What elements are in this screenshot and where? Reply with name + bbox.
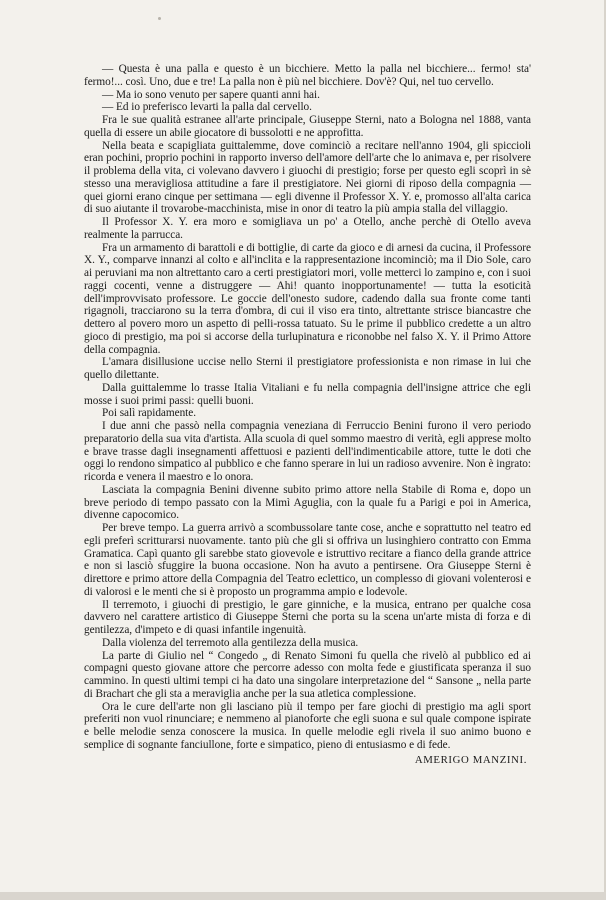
author-signature: AMERIGO MANZINI. bbox=[414, 753, 527, 766]
scan-speck bbox=[158, 17, 161, 20]
article-body bbox=[84, 63, 531, 766]
paragraph-9: Dalla guittalemme lo trasse Italia Vitaliani e fu nella compagnia dell'insigne attrice che egli mosse i suoi primi passi: quelli buoni. bbox=[84, 381, 531, 407]
paragraph-11: I due anni che passò nella compagnia veneziana di Ferruccio Benini furono il vero periodo preparatorio della sua vita d'artista. Alla scuola di quel sommo maestro di verità, egli apprese molto e brave trasse dagli insegnamenti affettuosi e pazienti dell'indimenticabile attore, tutte le doti che oggi lo rendono simpatico al pubblico e che fanno sperare in lui un radioso avvenire. Non è ingrato: ricorda e venera il maestro e lo onora. bbox=[84, 420, 531, 483]
paragraph-14: Il terremoto, i giuochi di prestigio, le gare ginniche, e la musica, entrano per qualche cosa davvero nel carattere artistico di Giuseppe Sterni che porta su la scena un'arte mista di forza e di gentilezza, d'impeto e di quasi infantile ingenuità. bbox=[84, 598, 531, 636]
paragraph-13: Per breve tempo. La guerra arrivò a scombussolare tante cose, anche e soprattutto nel teatro ed egli preferì scritturarsi nuovamente. tanto più che gli si offriva un lusinghiero contratto con Emma Gramatica. Capì quanto gli sarebbe stato giovevole e istruttivo recitare a fianco della grande attrice e non si lasciò sfuggire la buona occasione. Non ha avuto a pentirsene. Ora Giuseppe Sterni è direttore e primo attore della Compagnia del Teatro eclettico, un complesso di giovani volenterosi e di valorosi e le menti che si è proposto un programma ampio e lodevole. bbox=[84, 522, 531, 598]
paragraph-1: — Questa è una palla e questo è un bicchiere. Metto la palla nel bicchiere... fermo! sta' fermo!... così. Uno, due e tre! La palla non è più nel bicchiere. Dov'è? Qui, nel tuo cervello. bbox=[84, 63, 531, 88]
page-edge-bottom bbox=[0, 892, 606, 900]
paragraph-12: Lasciata la compagnia Benini divenne subito primo attore nella Stabile di Roma e, dopo un breve periodo di tempo passato con la Mimì Aguglia, con la quale fu a Parigi e poi in America, divenne capocomico. bbox=[84, 483, 531, 522]
paragraph-6: Il Professor X. Y. era moro e somigliava un po' a Otello, anche perchè di Otello aveva realmente la parrucca. bbox=[84, 216, 531, 241]
paragraph-10: Poi salì rapidamente. bbox=[102, 407, 197, 420]
paragraph-5: Nella beata e scapigliata guittalemme, dove cominciò a recitare nell'anno 1904, gli spiccioli eran pochini, proprio pochini in rapporto inverso dell'amore dell'arte che lo animava e, per risolvere il problema della vita, ci volevano davvero i giuochi di prestigio; forse per questo egli scoprì in sè stesso una meravigliosa attitudine a fare il prestigiatore. Nei giorni di riposo della compagnia — quei giorni erano cinque per settimana — egli divenne il Professor X. Y. e, promosso all'alta carica di suo aiutante il trovarobe-macchinista, mise in onor di teatro la più ampia stalla del villaggio. bbox=[84, 139, 531, 216]
paragraph-7: Fra un armamento di barattoli e di bottiglie, di carte da gioco e di arnesi da cucina, il Professore X. Y., comparve innanzi al colto e all'inclita e la rappresentazione incominciò; ma il Dio Sole, caro ai peruviani ma non altrettanto caro a certi prestigiatori mori, volle metterci lo zampino e, con i suoi raggi cocenti, venne a distruggere — Ahi! quanto inopportunamente! — tutta la esoticità dell'improvvisato professore. Le goccie dell'onesto sudore, cadendo dalla sua fronte come tanti rigagnoli, tracciarono su la terra d'ombra, di cui il viso era tinto, altrettante strisce biancastre che dettero al povero moro un aspetto di pelli-rossa tatuato. Su le prime il pubblico credette a un altro gioco di prestigio, ma poi si accorse della turlupinatura e riconobbe nel falso X. Y. il Primo Attore della compagnia. bbox=[84, 241, 531, 356]
paragraph-2: — Ma io sono venuto per sapere quanti anni hai. bbox=[102, 88, 320, 101]
paragraph-4: Fra le sue qualità estranee all'arte principale, Giuseppe Sterni, nato a Bologna nel 1888, vanta quella di essere un abile giocatore di bussolotti e ne approfitta. bbox=[84, 114, 531, 139]
paragraph-15: Dalla violenza del terremoto alla gentilezza della musica. bbox=[102, 636, 359, 649]
paragraph-8: L'amara disillusione uccise nello Sterni il prestigiatore professionista e non rimase in lui che quello dilettante. bbox=[84, 356, 531, 381]
paragraph-16: La parte di Giulio nel “ Congedo „ di Renato Simoni fu quella che rivelò al pubblico ed ai compagni questo giovane attore che percorre adesso con molta fede e giustificata speranza il suo cammino. In questi ultimi tempi ci ha dato una singolare interpretazione del “ Sansone „ nella parte di Brachart che gli sta a meraviglia anche per la sua atletica complessione. bbox=[84, 649, 531, 700]
paragraph-17: Ora le cure dell'arte non gli lasciano più il tempo per fare giochi di prestigio ma agli sport preferiti non vuol rinunciare; e nemmeno al pianoforte che egli suona e sul quale compone ispirate e belle melodie senza conoscere la musica. In quelle melodie egli rivela il suo animo buono e semplice di sognante fanciullone, forte e simpatico, pieno di entusiasmo e di fede. bbox=[84, 700, 531, 751]
paragraph-3: — Ed io preferisco levarti la palla dal cervello. bbox=[102, 101, 312, 114]
